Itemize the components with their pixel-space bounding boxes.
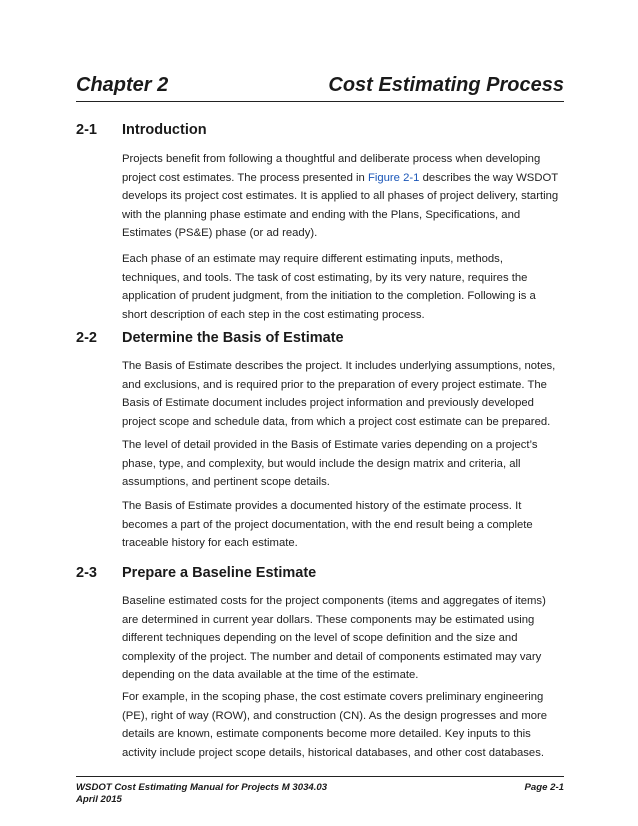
section-title: Prepare a Baseline Estimate [122, 565, 317, 581]
paragraph-text: describes the way WSDOT develops its project cost estimates. It is applied to all phases of project delivery, starting with the planning phase estimate and ending with the Plans, Specifications, and Estimates (PS&E) phase (or ad ready). [122, 171, 559, 240]
paragraph [122, 497, 562, 553]
section-title: Introduction [122, 122, 207, 138]
section-title: Determine the Basis of Estimate [122, 330, 344, 346]
chapter-header [76, 72, 564, 102]
paragraph-text: The level of detail provided in the Basis of Estimate varies depending on a project’s phase, type, and complexity, but would include the design matrix and criteria, all assumptions, and pertinent scope details. [122, 439, 538, 489]
paragraph [122, 436, 562, 492]
paragraph-text: Each phase of an estimate may require different estimating inputs, methods, techniques, and tools. The task of cost estimating, by its very nature, requires the application of prudent judgment, from the initiation to the completion. Following is a short description of each step in the cost estimating process. [122, 253, 536, 321]
paragraph [122, 250, 562, 324]
section-number: 2-1 [76, 122, 97, 138]
section-heading-2-1 [76, 122, 564, 144]
paragraph-text: The Basis of Estimate provides a documented history of the estimate process. It becomes a part of the project documentation, with the end result being a complete traceable history for each estimate. [122, 500, 533, 550]
publication-date: April 2015 [76, 794, 122, 805]
paragraph [122, 688, 562, 762]
header-divider [76, 101, 564, 102]
chapter-number: Chapter 2 [76, 74, 169, 96]
section-number: 2-3 [76, 565, 97, 581]
page-number: Page 2-1 [524, 782, 564, 793]
paragraph [122, 592, 562, 685]
section-heading-2-2 [76, 330, 564, 352]
paragraph-text: For example, in the scoping phase, the cost estimate covers preliminary engineering (PE), right of way (ROW), and construction (CN). As the design progresses and more details are known, estimate components become more detailed. Key inputs to this activity include project scope details, historical databases, and other cost databases. [122, 691, 548, 759]
section-heading-2-3 [76, 565, 564, 587]
paragraph-text: Projects benefit from following a thoughtful and deliberate process when developing project cost estimates. The process presented in [122, 153, 541, 184]
paragraph [122, 357, 562, 431]
paragraph-text: The Basis of Estimate describes the project. It includes underlying assumptions, notes, and exclusions, and is required prior to the preparation of every project estimate. The Basis of Estimate document includes project information and previously developed project scope and schedule data, from which a project cost estimate can be prepared. [122, 360, 556, 428]
manual-title: WSDOT Cost Estimating Manual for Projects M 3034.03 [76, 782, 328, 793]
figure-link[interactable]: Figure 2-1 [367, 171, 420, 184]
chapter-title: Cost Estimating Process [328, 74, 564, 96]
paragraph [122, 150, 562, 243]
paragraph-text: Baseline estimated costs for the project components (items and aggregates of items) are determined in current year dollars. These components may be estimated using different techniques depending on the level of scope definition and the size and complexity of the project. The number and detail of components estimated may vary depending on the data available at the time of the estimate. [122, 595, 546, 682]
footer-divider [76, 776, 564, 777]
section-number: 2-2 [76, 330, 97, 346]
